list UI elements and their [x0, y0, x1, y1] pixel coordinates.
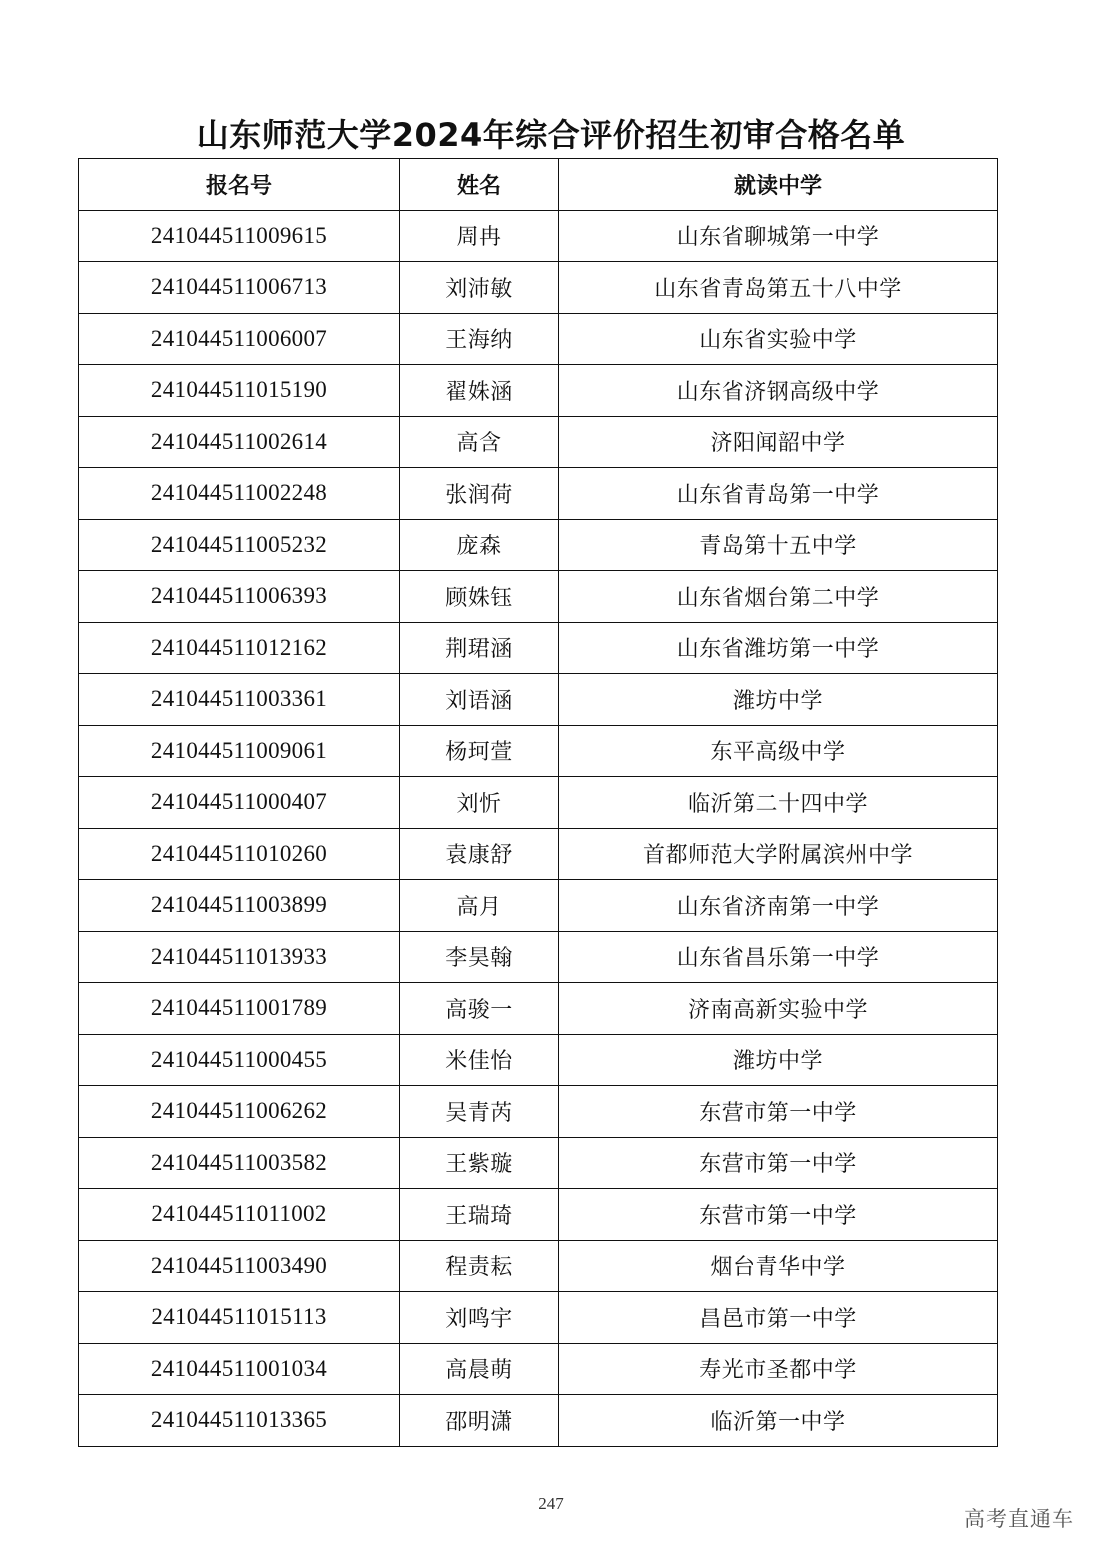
table-row [79, 519, 998, 571]
registration-number-cell: 241044511012162 [79, 622, 400, 674]
table-row [79, 828, 998, 880]
registration-number-cell: 241044511002614 [79, 416, 400, 468]
student-name-cell: 王紫璇 [400, 1137, 559, 1189]
student-name-cell: 刘沛敏 [400, 262, 559, 314]
registration-number-cell: 241044511009615 [79, 210, 400, 262]
table-body [79, 210, 998, 1446]
school-cell: 山东省烟台第二中学 [559, 571, 998, 623]
header-name: 姓名 [400, 159, 559, 211]
school-cell: 昌邑市第一中学 [559, 1292, 998, 1344]
table-row [79, 1137, 998, 1189]
student-name-cell: 刘鸣宇 [400, 1292, 559, 1344]
table-row [79, 1395, 998, 1447]
student-name-cell: 张润荷 [400, 468, 559, 520]
page-number: 247 [538, 1494, 564, 1513]
table-row [79, 1240, 998, 1292]
table-row [79, 210, 998, 262]
header-school: 就读中学 [559, 159, 998, 211]
table-row [79, 571, 998, 623]
admission-list-table [78, 158, 998, 1447]
student-name-cell: 翟姝涵 [400, 365, 559, 417]
table-row [79, 622, 998, 674]
school-cell: 东营市第一中学 [559, 1137, 998, 1189]
registration-number-cell: 241044511003490 [79, 1240, 400, 1292]
table-row [79, 1343, 998, 1395]
school-cell: 寿光市圣都中学 [559, 1343, 998, 1395]
school-cell: 济阳闻韶中学 [559, 416, 998, 468]
registration-number-cell: 241044511009061 [79, 725, 400, 777]
registration-number-cell: 241044511003361 [79, 674, 400, 726]
registration-number-cell: 241044511015190 [79, 365, 400, 417]
table-row [79, 1189, 998, 1241]
student-name-cell: 米佳怡 [400, 1034, 559, 1086]
school-cell: 烟台青华中学 [559, 1240, 998, 1292]
student-name-cell: 荆珺涵 [400, 622, 559, 674]
registration-number-cell: 241044511001789 [79, 983, 400, 1035]
school-cell: 临沂第一中学 [559, 1395, 998, 1447]
registration-number-cell: 241044511013933 [79, 931, 400, 983]
registration-number-cell: 241044511006393 [79, 571, 400, 623]
table-row [79, 931, 998, 983]
student-name-cell: 庞森 [400, 519, 559, 571]
student-name-cell: 程责耘 [400, 1240, 559, 1292]
registration-number-cell: 241044511010260 [79, 828, 400, 880]
table-header-row [79, 159, 998, 211]
registration-number-cell: 241044511003582 [79, 1137, 400, 1189]
school-cell: 山东省青岛第五十八中学 [559, 262, 998, 314]
student-name-cell: 邵明潇 [400, 1395, 559, 1447]
school-cell: 山东省实验中学 [559, 313, 998, 365]
table-row [79, 1086, 998, 1138]
registration-number-cell: 241044511013365 [79, 1395, 400, 1447]
table-row [79, 880, 998, 932]
student-name-cell: 李昊翰 [400, 931, 559, 983]
student-name-cell: 吴青芮 [400, 1086, 559, 1138]
student-name-cell: 高骏一 [400, 983, 559, 1035]
student-name-cell: 刘忻 [400, 777, 559, 829]
table-row [79, 1034, 998, 1086]
header-registration-number: 报名号 [79, 159, 400, 211]
student-name-cell: 高月 [400, 880, 559, 932]
table-row [79, 365, 998, 417]
school-cell: 东营市第一中学 [559, 1086, 998, 1138]
student-name-cell: 高含 [400, 416, 559, 468]
registration-number-cell: 241044511005232 [79, 519, 400, 571]
school-cell: 山东省济南第一中学 [559, 880, 998, 932]
school-cell: 山东省昌乐第一中学 [559, 931, 998, 983]
school-cell: 潍坊中学 [559, 1034, 998, 1086]
school-cell: 山东省青岛第一中学 [559, 468, 998, 520]
registration-number-cell: 241044511006713 [79, 262, 400, 314]
registration-number-cell: 241044511003899 [79, 880, 400, 932]
page-title: 山东师范大学2024年综合评价招生初审合格名单 [196, 116, 906, 154]
school-cell: 济南高新实验中学 [559, 983, 998, 1035]
school-cell: 山东省潍坊第一中学 [559, 622, 998, 674]
school-cell: 潍坊中学 [559, 674, 998, 726]
student-name-cell: 顾姝钰 [400, 571, 559, 623]
student-name-cell: 高晨萌 [400, 1343, 559, 1395]
watermark-text: 高考直通车 [964, 1507, 1074, 1531]
registration-number-cell: 241044511001034 [79, 1343, 400, 1395]
registration-number-cell: 241044511006007 [79, 313, 400, 365]
student-name-cell: 杨珂萱 [400, 725, 559, 777]
student-name-cell: 王海纳 [400, 313, 559, 365]
table-row [79, 725, 998, 777]
school-cell: 东营市第一中学 [559, 1189, 998, 1241]
table-row [79, 313, 998, 365]
registration-number-cell: 241044511000455 [79, 1034, 400, 1086]
registration-number-cell: 241044511002248 [79, 468, 400, 520]
registration-number-cell: 241044511011002 [79, 1189, 400, 1241]
student-name-cell: 刘语涵 [400, 674, 559, 726]
registration-number-cell: 241044511000407 [79, 777, 400, 829]
student-name-cell: 周冉 [400, 210, 559, 262]
table-row [79, 983, 998, 1035]
school-cell: 青岛第十五中学 [559, 519, 998, 571]
student-name-cell: 王瑞琦 [400, 1189, 559, 1241]
table-row [79, 262, 998, 314]
registration-number-cell: 241044511006262 [79, 1086, 400, 1138]
table-row [79, 416, 998, 468]
school-cell: 东平高级中学 [559, 725, 998, 777]
student-name-cell: 袁康舒 [400, 828, 559, 880]
table-row [79, 468, 998, 520]
table-row [79, 674, 998, 726]
table-row [79, 777, 998, 829]
school-cell: 山东省济钢高级中学 [559, 365, 998, 417]
table-row [79, 1292, 998, 1344]
school-cell: 山东省聊城第一中学 [559, 210, 998, 262]
registration-number-cell: 241044511015113 [79, 1292, 400, 1344]
school-cell: 首都师范大学附属滨州中学 [559, 828, 998, 880]
school-cell: 临沂第二十四中学 [559, 777, 998, 829]
